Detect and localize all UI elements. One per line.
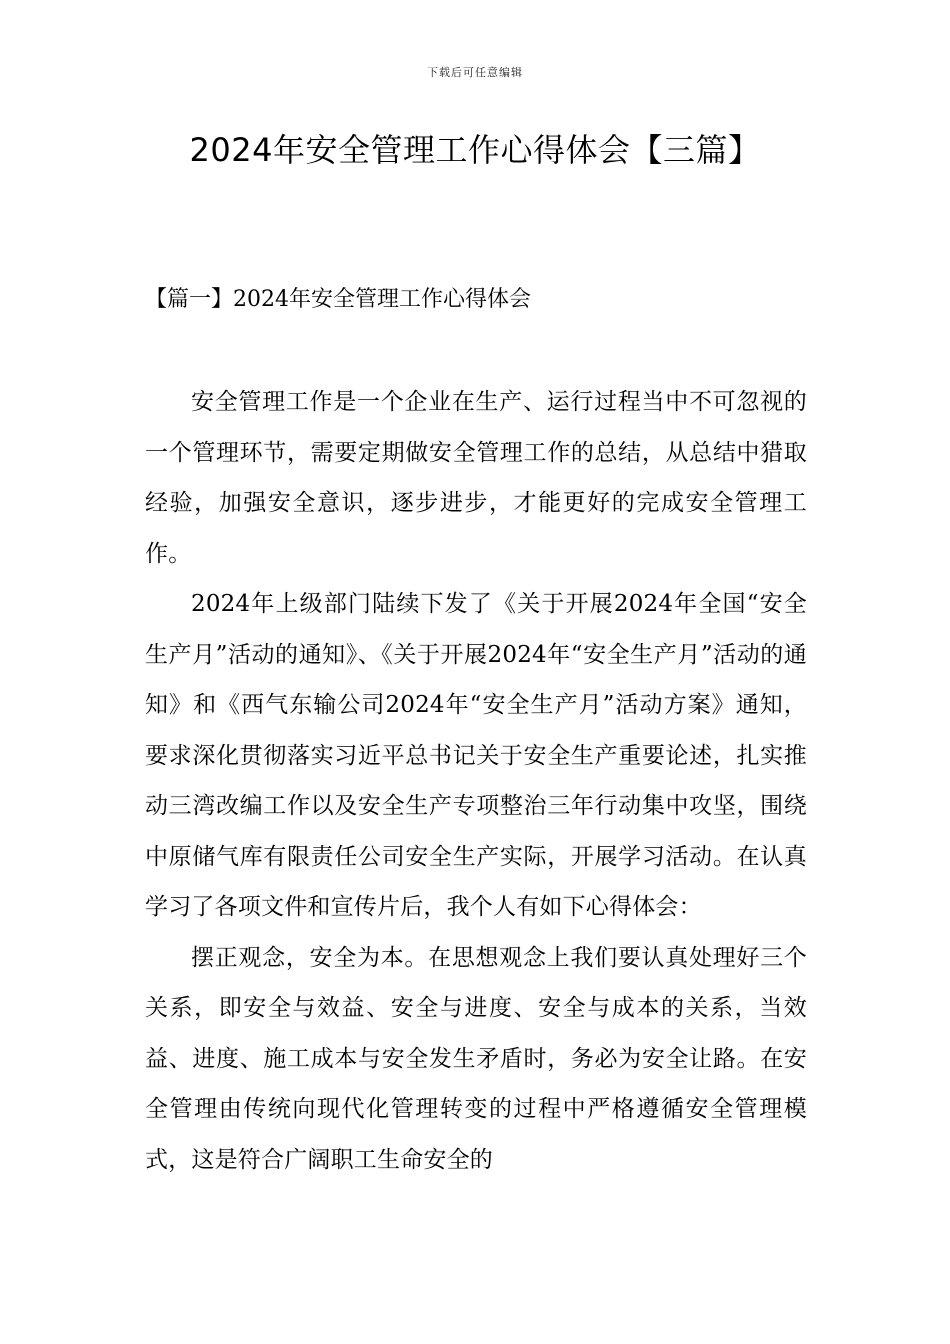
paragraph-1: 安全管理工作是一个企业在生产、运行过程当中不可忽视的一个管理环节，需要定期做安全管理工作的总结，从总结中猎取经验，加强安全意识，逐步进步，才能更好的完成安全管理工作。 <box>145 389 807 567</box>
paragraph-3: 摆正观念，安全为本。在思想观念上我们要认真处理好三个关系，即安全与效益、安全与进度、安全与成本的关系，当效益、进度、施工成本与安全发生矛盾时，务必为安全让路。在安全管理由传统向现代化管理转变的过程中严格遵循安全管理模式，这是符合广阔职工生命安全的 <box>145 944 807 1173</box>
paragraph-2: 2024年上级部门陆续下发了《关于开展2024年全国“安全生产月”活动的通知》、《关于开展2024年“安全生产月”活动的通知》和《西气东输公司2024年“安全生产月”活动方案》通知，要求深化贯彻落实习近平总书记关于安全生产重要论述，扎实推动三湾改编工作以及安全生产专项整治三年行动集中攻坚，围绕中原储气库有限责任公司安全生产实际，开展学习活动。在认真学习了各项文件和宣传片后，我个人有如下心得体会： <box>145 591 807 920</box>
header-note: 下载后可任意编辑 <box>427 66 523 79</box>
body-text <box>145 377 807 1185</box>
document-title: 2024年安全管理工作心得体会【三篇】 <box>189 131 761 169</box>
section-heading: 【篇一】2024年安全管理工作心得体会 <box>145 287 531 312</box>
